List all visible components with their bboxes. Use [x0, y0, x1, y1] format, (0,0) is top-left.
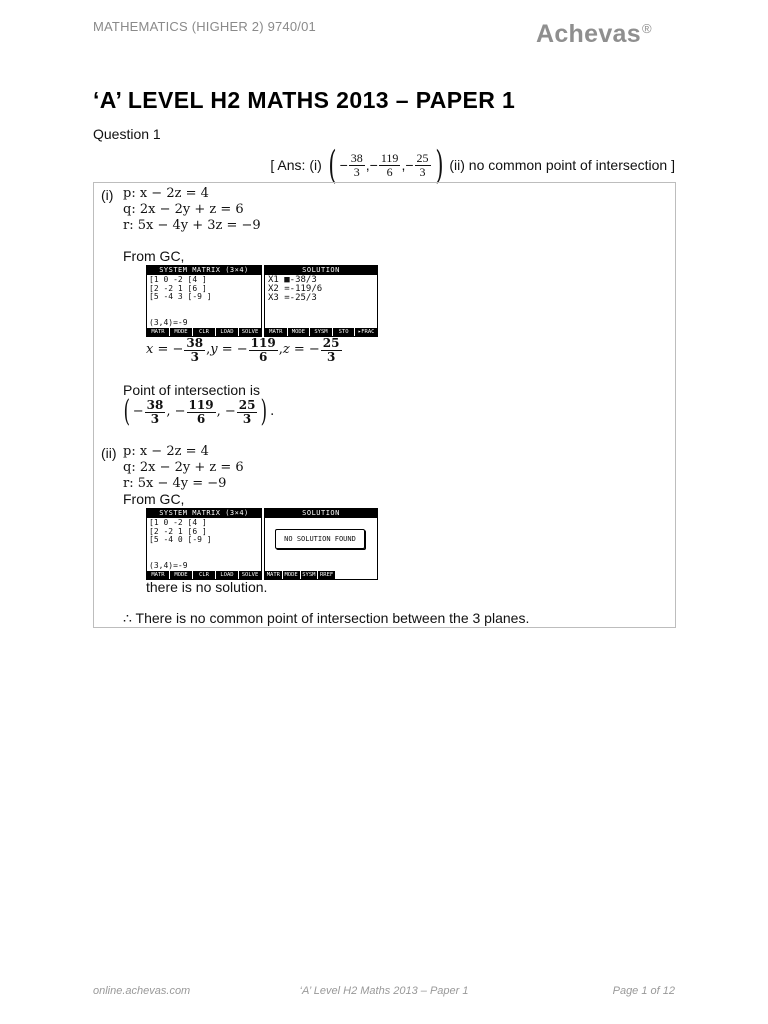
separator: , [278, 342, 283, 358]
footer-page-number: Page 1 of 12 [612, 985, 675, 997]
equation-p: p: x − 2z = 4 [123, 444, 209, 459]
point-z [237, 399, 258, 425]
minus-sign: − [339, 157, 348, 173]
separator: ,− [365, 157, 378, 173]
gc-matrix-title: SYSTEM MATRIX (3×4) [147, 266, 261, 275]
gc-menu-item: MODE [170, 571, 192, 579]
var-x: x [146, 342, 154, 358]
gc-menu-item: MODE [284, 572, 298, 578]
gc-matrix-row: [5 -4 0 [-9 ] [149, 535, 212, 544]
point-x-den: 3 [150, 411, 160, 426]
separator: , − [216, 404, 236, 419]
gc-solution-row: X3 =-25/3 [268, 293, 317, 303]
gc-matrix-row: [2 -2 1 [6 ] [149, 283, 207, 293]
separator: ,− [401, 157, 414, 173]
equation-q: q: 2x − 2y + z = 6 [123, 460, 244, 475]
gc-menu-item: LOAD [216, 571, 238, 579]
answer-close-paren: ) [434, 143, 444, 187]
page-title: ‘A’ LEVEL H2 MATHS 2013 – PAPER 1 [93, 87, 516, 113]
gc-menu-item: LOAD [216, 328, 238, 336]
answer-frac-z-den: 3 [419, 164, 426, 179]
gc-matrix-row: [1 0 -2 [4 ] [149, 275, 207, 284]
solution-y-den: 6 [259, 349, 268, 364]
part-ii-label: (ii) [101, 445, 117, 461]
gc-matrix-rows [147, 518, 261, 546]
footer-url: online.achevas.com [93, 985, 191, 997]
gc-menu-item: SYSM [310, 328, 332, 336]
point-z-num: 25 [238, 397, 256, 412]
gc-menu-item: MODE [288, 328, 310, 336]
point-z-den: 3 [242, 411, 252, 426]
from-gc-label: From GC, [123, 491, 185, 507]
gc-solution-screen [264, 508, 378, 580]
answer-frac-y-den: 6 [386, 164, 393, 179]
from-gc-label: From GC, [123, 248, 185, 264]
gc-solution-title: SOLUTION [265, 266, 377, 275]
answer-frac-x-num: 38 [350, 150, 363, 165]
solution-z-num: 25 [322, 336, 340, 350]
answer-line [270, 143, 675, 187]
equation-r: r: 5x − 4y = −9 [123, 476, 227, 491]
brand-mark: ® [641, 21, 652, 36]
gc-menu-item: MODE [170, 328, 192, 336]
period: . [270, 404, 275, 419]
answer-frac-z [415, 152, 431, 178]
open-paren: ( [123, 394, 131, 429]
answer-frac-y [379, 152, 401, 178]
brand-name: Achevas [536, 20, 641, 48]
conclusion-text: ∴ There is no common point of intersection between the 3 planes. [123, 610, 530, 626]
brand-logo [536, 20, 652, 49]
gc-menu-item: CLR [193, 571, 215, 579]
answer-suffix: (ii) no common point of intersection ] [449, 157, 675, 173]
gc-matrix-status: (3,4)=-9 [149, 560, 188, 570]
part-i-label: (i) [101, 187, 114, 203]
gc-matrix-row: [1 0 -2 [4 ] [149, 518, 207, 527]
gc-menu-item: SYSM [302, 572, 316, 578]
point-x-num: 38 [146, 397, 164, 412]
gc-matrix-title: SYSTEM MATRIX (3×4) [147, 509, 261, 518]
solution-x-den: 3 [190, 349, 199, 364]
gc-solution-screen [264, 265, 378, 337]
answer-open-paren: ( [328, 143, 337, 187]
close-paren: ) [261, 394, 268, 429]
gc-matrix-rows [147, 275, 261, 303]
gc-matrix-row: [5 -4 3 [-9 ] [149, 292, 212, 301]
point-x [145, 399, 166, 425]
answer-frac-x-den: 3 [353, 164, 360, 179]
equals-minus: = − [289, 342, 320, 358]
point-label: Point of intersection is [123, 382, 260, 398]
gc-solution-title: SOLUTION [265, 509, 377, 518]
solution-x-num: 38 [186, 336, 204, 350]
separator: , [206, 342, 211, 358]
gc-menu-item: SOLVE [239, 571, 261, 579]
course-header: MATHEMATICS (HIGHER 2) 9740/01 [93, 19, 316, 34]
minus-sign: − [132, 404, 144, 419]
var-z: z [282, 342, 290, 358]
equation-p: p: x − 2z = 4 [123, 186, 209, 201]
solution-z-den: 3 [326, 349, 336, 364]
answer-prefix: [ Ans: (i) [270, 157, 322, 173]
part-i-equations [123, 186, 261, 234]
gc-solution-row: X1 ■-38/3 [268, 275, 317, 285]
answer-frac-z-num: 25 [416, 150, 429, 165]
answer-frac-y-num: 119 [380, 150, 399, 165]
point-y-den: 6 [196, 411, 206, 426]
gc-solution-menu [265, 328, 377, 336]
gc-menu-item: STO [333, 328, 355, 336]
var-y: y [210, 342, 218, 358]
point-coordinates [121, 394, 275, 429]
question-label: Question 1 [93, 126, 161, 142]
point-y-num: 119 [188, 397, 214, 412]
no-solution-text: there is no solution. [146, 579, 268, 595]
gc-menu-item: MATR [147, 328, 169, 336]
gc-matrix-menu [147, 328, 261, 336]
solution-values [146, 337, 343, 363]
equals-minus: = − [153, 342, 184, 358]
gc-matrix-menu [147, 571, 261, 579]
solution-y [249, 337, 278, 363]
answer-frac-x [349, 152, 365, 178]
gc-menu-item: SOLVE [239, 328, 261, 336]
gc-matrix-screen [146, 265, 262, 337]
gc-matrix-row: [2 -2 1 [6 ] [149, 526, 207, 536]
gc-menu-item: CLR [193, 328, 215, 336]
gc-solution-row: X2 =-119/6 [268, 284, 323, 294]
separator: , − [166, 404, 186, 419]
gc-solution-rows [265, 275, 377, 304]
footer-title: ‘A’ Level H2 Maths 2013 – Paper 1 [299, 985, 469, 997]
gc-menu-item: ▸FRAC [355, 328, 377, 336]
gc-solution-menu [265, 571, 335, 579]
point-y [187, 399, 216, 425]
gc-menu-item: RREF [320, 572, 334, 578]
part-ii-equations [123, 444, 244, 492]
solution-box [93, 182, 676, 628]
equation-r: r: 5x − 4y + 3z = −9 [123, 218, 261, 233]
solution-y-num: 119 [250, 336, 276, 350]
solution-x [184, 337, 205, 363]
gc-no-solution-message: NO SOLUTION FOUND [275, 529, 365, 549]
equation-q: q: 2x − 2y + z = 6 [123, 202, 244, 217]
equals-minus: = − [217, 342, 248, 358]
gc-matrix-screen [146, 508, 262, 580]
gc-matrix-status: (3,4)=-9 [149, 317, 188, 327]
gc-menu-item: MATR [265, 328, 287, 336]
solution-z [321, 337, 342, 363]
gc-menu-item: MATR [266, 572, 280, 578]
gc-menu-item: MATR [147, 571, 169, 579]
